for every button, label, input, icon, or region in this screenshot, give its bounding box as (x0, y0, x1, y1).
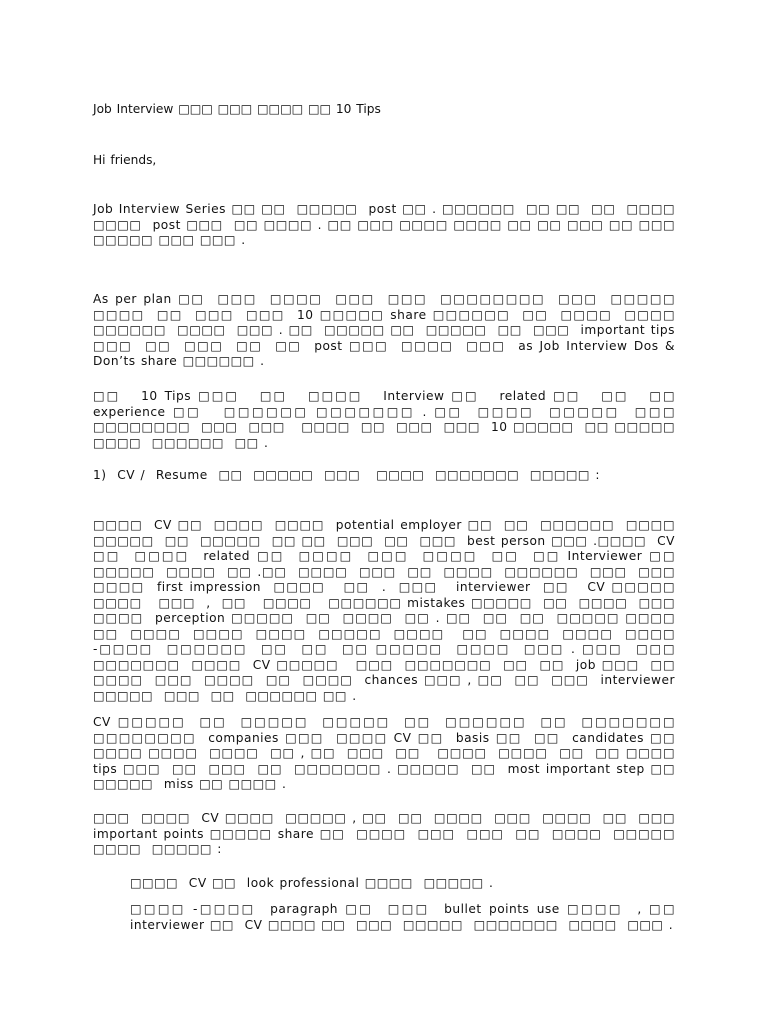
paragraph-plan: As per plan □□ □□□ □□□□ □□□ □□□ □□□□□□□□ □□□ □□□□□ □□□□ □□ □□□ □□□ 10 □□□□□ share □□□□□□ □□ □□□□ □□□□ □□□□□□ □□□□ □□□ . □□ □□□□□ □□ □□□□□ □□ □□□ important tips □□□ □□ □□□ □□ □□ post □□□ □□□□ □□□ as Job Interview Dos & Don’ts share □□□□□□ . (93, 292, 686, 368)
bullet-item: □□□□ CV □□ look professional □□□□ □□□□□ . (130, 876, 494, 890)
paragraph-cv-importance: □□□□ CV □□ □□□□ □□□□ potential employer □□ □□ □□□□□□ □□□□ □□□□□ □□ □□□□□ □□ □□ □□□ □□ □□□ best person □□□ .□□□□ CV □□ □□□□ related □□ □□□□ □□□ □□□□ □□ □□ Interviewer □□ □□□□□ □□□□ □□ .□□ □□□□ □□□ □□ □□□□ □□□□□□ □□□ □□□ □□□□ first impression □□□□ □□ . □□□ interviewer □□ CV □□□□□ □□□□ □□□ , □□ □□□□ □□□□□□ mistakes □□□□□ □□ □□□□ □□□ □□□□ perception □□□□□ □□ □□□□ □□ . □□ □□ □□ □□□□□ □□□□ □□ □□□□ □□□□ □□□□ □□□□□ □□□□ □□ □□□□ □□□□ □□□□ -□□□□ □□□□□□ □□ □□ □□ □□□□□ □□□□ □□□ . □□□ □□□ □□□□□□□ □□□□ CV □□□□□ □□□ □□□□□□□ □□ □□ job □□□ □□ □□□□ □□□ □□□□ □□ □□□□ chances □□□ , □□ □□ □□□ interviewer □□□□□ □□□ □□ □□□□□□ □□ . (93, 518, 692, 703)
paragraph-intro: Job Interview Series □□ □□ □□□□□ post □□ . □□□□□□ □□ □□ □□ □□□□ □□□□ post □□□ □□ □□□□ . □□ □□□ □□□□ □□□□ □□ □□ □□□ □□ □□□ □□□□□ □□□ □□□ . (93, 202, 686, 247)
paragraph-cv-shortlist: CV □□□□□ □□ □□□□□ □□□□□ □□ □□□□□□ □□ □□□□□□□ □□□□□□□□ companies □□□ □□□□ CV □□ basis □□ □□ candidates □□ □□□□ □□□□ □□□□ □□ , □□ □□□ □□ □□□□ □□□□ □□ □□ □□□□ tips □□□ □□ □□□ □□ □□□□□□□ . □□□□□ □□ most important step □□ □□□□□ miss □□ □□□□ . (93, 715, 686, 791)
greeting: Hi friends, (93, 153, 157, 167)
section-heading-cv: 1) CV / Resume □□ □□□□□ □□□ □□□□ □□□□□□□ □□□□□ : (93, 468, 600, 482)
paragraph-important-points: □□□ □□□□ CV □□□□ □□□□□ , □□ □□ □□□□ □□□ □□□□ □□ □□□ important points □□□□□ share □□ □□□□ □□□ □□□ □□ □□□□ □□□□□ □□□□ □□□□□ : (93, 811, 686, 856)
paragraph-tips-intro: □□ 10 Tips □□□ □□ □□□□ Interview □□ related □□ □□ □□ experience □□ □□□□□□ □□□□□□□ . □□ □□□□ □□□□□ □□□ □□□□□□□□ □□□ □□□ □□□□ □□ □□□ □□□ 10 □□□□□ □□ □□□□□ □□□□ □□□□□□ □□ . (93, 389, 692, 450)
bullet-item: □□□□ -□□□□ paragraph □□ □□□ bullet points use □□□□ , □□ interviewer □□ CV □□□□ □□ □□□ □□□□□ □□□□□□□ □□□□ □□□ . (130, 902, 692, 932)
doc-title: Job Interview □□□ □□□ □□□□ □□ 10 Tips (93, 102, 381, 116)
